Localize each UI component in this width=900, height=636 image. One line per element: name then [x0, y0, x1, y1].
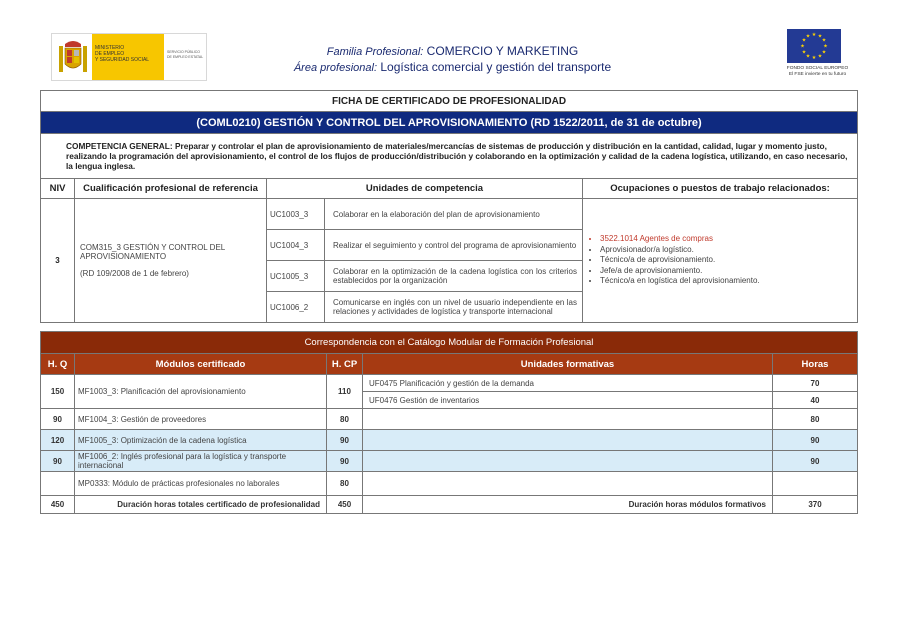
modulo-name: MF1004_3: Gestión de proveedores	[75, 409, 327, 430]
uf-name: UF0476 Gestión de inventarios	[363, 392, 773, 409]
modulo-name: MF1003_3: Planificación del aprovisionamiento	[75, 375, 327, 409]
spain-crest-icon	[56, 38, 90, 76]
ocupacion-item: • Aprovisionador/a logístico.	[600, 245, 854, 256]
catalogo-table	[40, 331, 858, 514]
uf-name-empty	[363, 409, 773, 430]
total-modulos-label: Duración horas módulos formativos	[363, 496, 773, 514]
catalogo-title: Correspondencia con el Catálogo Modular de Formación Profesional	[41, 332, 858, 354]
uf-name-empty	[363, 451, 773, 472]
eu-logo	[780, 29, 855, 83]
hcp-value: 80	[327, 472, 363, 496]
uc-description: Realizar el seguimiento y control del programa de aprovisionamiento	[325, 230, 583, 261]
ministerio-line-1: MINISTERIO	[95, 45, 125, 51]
certificado-code-title: (COML0210) GESTIÓN Y CONTROL DEL APROVISIONAMIENTO (RD 1522/2011, de 31 de octubre)	[41, 112, 858, 134]
modulo-name: MF1006_2: Inglés profesional para la logística y transporte internacional	[75, 451, 327, 472]
svg-text:★: ★	[821, 49, 827, 56]
total-hq: 450	[41, 496, 75, 514]
ministerio-text	[95, 45, 161, 63]
col-header-unidades-formativas: Unidades formativas	[363, 354, 773, 375]
col-header-hcp: H. CP	[327, 354, 363, 375]
hq-value	[41, 472, 75, 496]
svg-text:★: ★	[821, 37, 827, 44]
ficha-table	[40, 90, 858, 323]
cualificacion-cell	[75, 199, 267, 323]
ocupacion-item: • Técnico/a en logística del aprovisionamiento.	[600, 276, 854, 287]
hq-value: 90	[41, 451, 75, 472]
svg-text:★: ★	[811, 55, 817, 61]
col-header-ocupaciones: Ocupaciones o puestos de trabajo relacionados:	[583, 179, 858, 199]
col-header-unidades: Unidades de competencia	[267, 179, 583, 199]
ministerio-logo	[51, 33, 207, 81]
svg-text:★: ★	[801, 49, 807, 56]
ocupaciones-cell	[583, 199, 858, 323]
svg-text:★: ★	[811, 32, 817, 38]
uc-code: UC1003_3	[267, 199, 325, 230]
eu-caption-1: FONDO SOCIAL EUROPEO	[786, 66, 849, 71]
col-header-hq: H. Q	[41, 354, 75, 375]
cualificacion-name: COM315_3 GESTIÓN Y CONTROL DEL APROVISIONAMIENTO	[80, 243, 225, 261]
uc-description: Comunicarse en inglés con un nivel de usuario independiente en las relaciones y actividades de logística y transporte internacional	[325, 292, 583, 323]
svg-text:★: ★	[805, 53, 811, 60]
familia-value: COMERCIO Y MARKETING	[426, 44, 579, 58]
svg-text:★: ★	[800, 43, 805, 50]
eu-caption	[780, 66, 855, 78]
hcp-value: 90	[327, 430, 363, 451]
competencia-text: Preparar y controlar el plan de aprovisionamiento de materiales/mercancías de sistemas de producción y distribución en la cantidad, calidad, lugar y momento justo, realizando la programación del aprovisionamiento, el control de los flujos de producción/distribución y colaborando en la optimización y calidad de la cadena logística, utilizando, en caso necesario, la lengua inglesa.	[66, 141, 848, 171]
area-value: Logística comercial y gestión del transporte	[380, 60, 612, 74]
ministerio-line-3: Y SEGURIDAD SOCIAL	[95, 57, 150, 63]
servicio-line-1: SERVICIO PÚBLICO	[167, 50, 201, 54]
ficha-title: FICHA DE CERTIFICADO DE PROFESIONALIDAD	[41, 91, 858, 112]
svg-text:★: ★	[805, 33, 811, 40]
ocupaciones-list	[586, 234, 854, 287]
horas-value: 70	[773, 375, 858, 392]
col-header-cualificacion: Cualificación profesional de referencia	[75, 179, 267, 199]
modulo-name: MP0333: Módulo de prácticas profesionales no laborales	[75, 472, 327, 496]
ministerio-line-2: DE EMPLEO	[95, 51, 125, 57]
nivel-value: 3	[41, 199, 75, 323]
cualificacion-rd: (RD 109/2008 de 1 de febrero)	[80, 269, 189, 278]
familia-label: Familia Profesional:	[326, 46, 424, 58]
hq-value: 90	[41, 409, 75, 430]
hcp-value: 110	[327, 375, 363, 409]
uc-code: UC1004_3	[267, 230, 325, 261]
svg-text:★: ★	[823, 43, 828, 50]
uf-name: UF0475 Planificación y gestión de la demanda	[363, 375, 773, 392]
total-label: Duración horas totales certificado de profesionalidad	[75, 496, 327, 514]
col-header-modulos: Módulos certificado	[75, 354, 327, 375]
horas-value	[773, 472, 858, 496]
eu-flag-icon	[787, 29, 841, 63]
servicio-line-2: DE EMPLEO ESTATAL	[167, 55, 204, 59]
total-hcp: 450	[327, 496, 363, 514]
svg-text:★: ★	[801, 37, 807, 44]
hq-value: 150	[41, 375, 75, 409]
modulo-name: MF1005_3: Optimización de la cadena logística	[75, 430, 327, 451]
eu-caption-2: El FSE invierte en tu futuro	[788, 72, 847, 77]
uf-name-empty	[363, 430, 773, 451]
horas-value: 40	[773, 392, 858, 409]
uc-description: Colaborar en la elaboración del plan de aprovisionamiento	[325, 199, 583, 230]
uc-description: Colaborar en la optimización de la cadena logística con los criterios establecidos por la organización	[325, 261, 583, 292]
competencia-label: COMPETENCIA GENERAL:	[66, 141, 173, 151]
col-header-niv: NIV	[41, 179, 75, 199]
hq-value: 120	[41, 430, 75, 451]
svg-text:★: ★	[817, 33, 823, 40]
horas-value: 90	[773, 451, 858, 472]
uc-code: UC1006_2	[267, 292, 325, 323]
ocupacion-item: • 3522.1014 Agentes de compras	[600, 234, 854, 245]
horas-value: 90	[773, 430, 858, 451]
hcp-value: 90	[327, 451, 363, 472]
col-header-horas: Horas	[773, 354, 858, 375]
hcp-value: 80	[327, 409, 363, 430]
ocupacion-item: • Jefe/a de aprovisionamiento.	[600, 266, 854, 277]
uf-name-empty	[363, 472, 773, 496]
area-label: Área profesional:	[293, 62, 378, 74]
page-header	[200, 44, 705, 76]
uc-code: UC1005_3	[267, 261, 325, 292]
total-horas: 370	[773, 496, 858, 514]
svg-text:★: ★	[817, 53, 823, 60]
horas-value: 80	[773, 409, 858, 430]
competencia-general	[41, 134, 858, 179]
ocupacion-item: • Técnico/a de aprovisionamiento.	[600, 255, 854, 266]
